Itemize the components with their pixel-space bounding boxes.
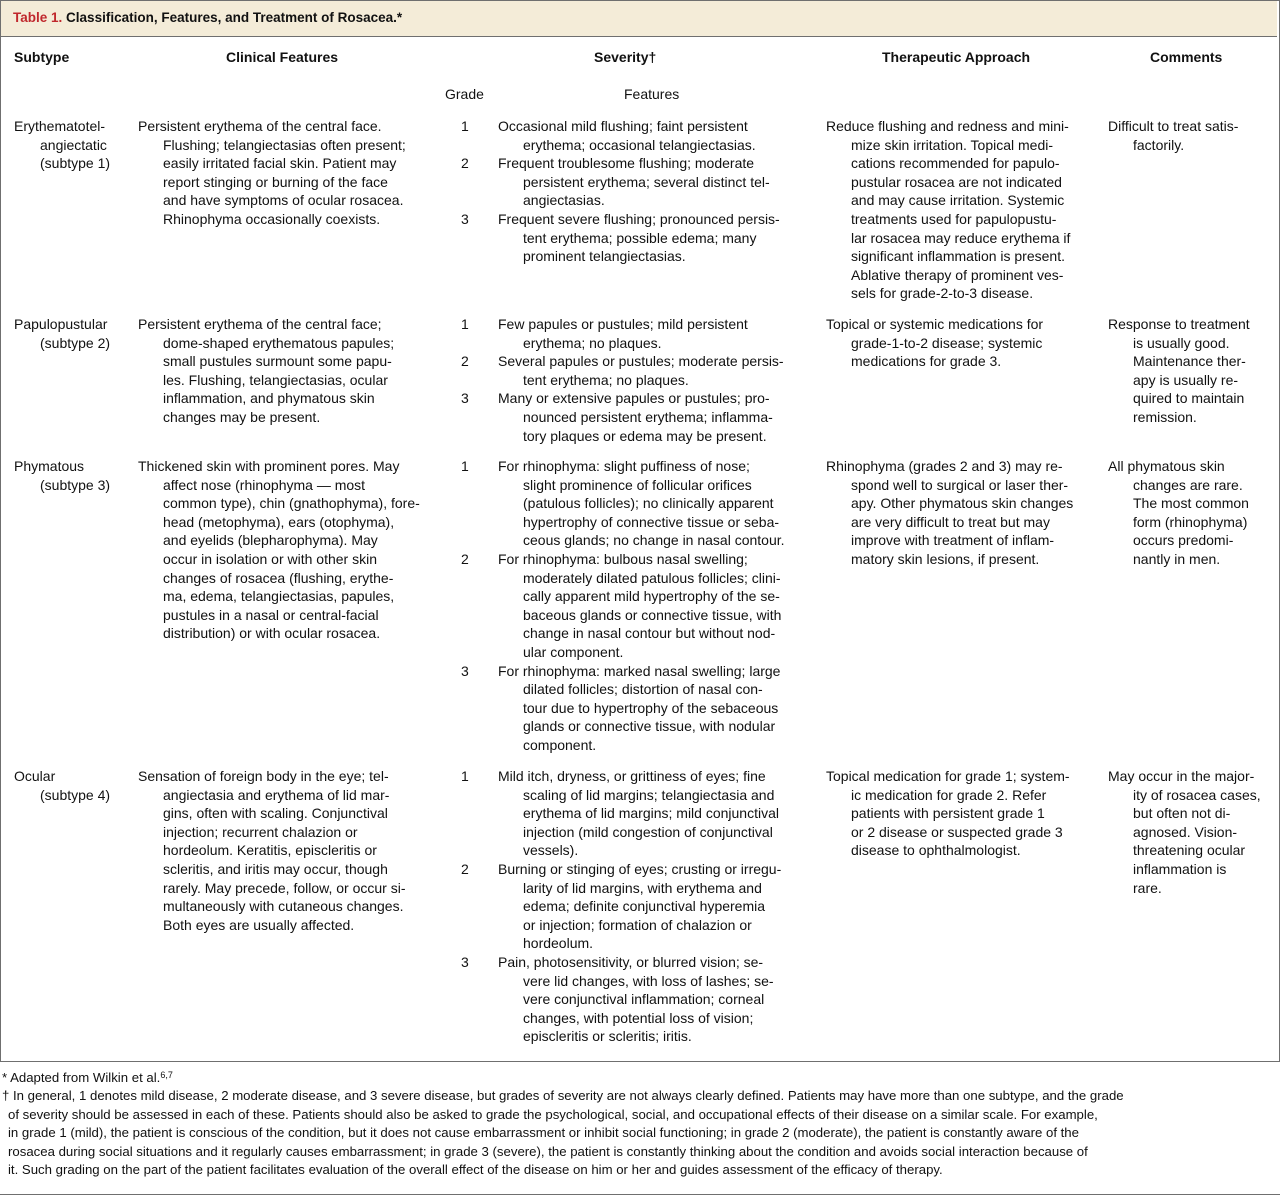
clinical-features-cell-line: scleritis, and iritis may occur, though (163, 860, 388, 877)
subtype-cell (14, 767, 134, 804)
subtype-cell (14, 315, 134, 352)
therapeutic-approach-cell-line: cations recommended for papulo- (851, 155, 1060, 172)
clinical-features-cell-line: small pustules surmount some papu- (163, 353, 392, 370)
grade-features-cell-line: erythema; no plaques. (523, 334, 662, 351)
comments-cell-line: factorily. (1133, 136, 1185, 153)
comments-cell-line: but often not di- (1133, 805, 1231, 822)
comments-cell (1108, 457, 1274, 569)
header-subtype: Subtype (14, 49, 70, 65)
comments-cell-line: apy is usually re- (1133, 371, 1239, 388)
comments-cell (1108, 117, 1274, 154)
therapeutic-approach-cell-line: Rhinophyma (grades 2 and 3) may re- (826, 458, 1063, 474)
grade-features-cell-line: Burning or stinging of eyes; crusting or irregu- (498, 861, 782, 877)
subtype-cell-line: (subtype 4) (40, 786, 111, 803)
therapeutic-approach-cell-line: ic medication for grade 2. Refer (851, 786, 1047, 803)
grade-features-cell-line: change in nasal contour but without nod- (523, 625, 776, 642)
grade-features-cell-line: Occasional mild flushing; faint persistent (498, 118, 748, 134)
header-comments: Comments (1150, 49, 1223, 65)
table-title (13, 10, 402, 25)
therapeutic-approach-cell (826, 315, 1096, 371)
therapeutic-approach-cell-line: apy. Other phymatous skin changes (851, 495, 1074, 512)
comments-cell-line: May occur in the major- (1108, 768, 1255, 784)
therapeutic-approach-cell (826, 767, 1096, 860)
grade-features-cell-line: cally apparent mild hypertrophy of the se- (523, 588, 780, 605)
grade-features-cell-line: For rhinophyma: bulbous nasal swelling; (498, 551, 748, 567)
clinical-features-cell-line: report stinging or burning of the face (163, 173, 388, 190)
footnote-dagger-line: † In general, 1 denotes mild disease, 2 moderate disease, and 3 severe disease, but grades of severity are not always clearly defined. Patients may have more than one subtype, and the grade (2, 1088, 1124, 1103)
grade-features-cell-line: erythema; occasional telangiectasias. (523, 136, 756, 153)
clinical-features-cell-line: hordeolum. Keratitis, episcleritis or (163, 842, 377, 859)
comments-cell-line: Response to treatment (1108, 316, 1250, 332)
comments-cell-line: nantly in men. (1133, 550, 1221, 567)
clinical-features-cell-line: Both eyes are usually affected. (163, 916, 355, 933)
clinical-features-cell-line: changes of rosacea (flushing, erythe- (163, 569, 394, 586)
therapeutic-approach-cell-line: patients with persistent grade 1 (851, 805, 1045, 822)
grade-features-cell (498, 767, 818, 860)
comments-cell-line: Difficult to treat satis- (1108, 118, 1239, 134)
comments-cell-line: threatening ocular (1133, 842, 1246, 859)
grade-features-cell-line: (patulous follicles); no clinically apparent (523, 495, 774, 512)
clinical-features-cell-line: distribution) or with ocular rosacea. (163, 625, 381, 642)
clinical-features-cell-line: and eyelids (blepharophyma). May (163, 532, 378, 549)
grade-features-cell (498, 389, 818, 445)
comments-cell-line: changes are rare. (1133, 476, 1243, 493)
grade-features-cell (498, 550, 818, 662)
subtype-cell (14, 117, 134, 173)
grade-features-cell (498, 154, 818, 210)
grade-features-cell-line: tent erythema; possible edema; many (523, 229, 757, 246)
clinical-features-cell-line: head (metophyma), ears (otophyma), (163, 513, 395, 530)
grade-features-cell-line: baceous glands or connective tissue, with (523, 606, 782, 623)
grade-features-cell-line: larity of lid margins, with erythema and (523, 879, 762, 896)
footnote-dagger-line: it. Such grading on the part of the patient facilitates evaluation of the overall effect of the disease on him or her and guides assessment of the efficacy of therapy. (8, 1162, 943, 1178)
therapeutic-approach-cell-line: or 2 disease or suspected grade 3 (851, 823, 1063, 840)
subtype-cell (14, 457, 134, 494)
grade-features-cell-line: slight prominence of follicular orifices (523, 476, 752, 493)
grade-features-cell-line: component. (523, 736, 597, 753)
subtype-cell-line: Erythematotel- (14, 118, 106, 134)
clinical-features-cell-line: changes may be present. (163, 408, 321, 425)
clinical-features-cell-line: pustules in a nasal or central-facial (163, 606, 379, 623)
therapeutic-approach-cell-line: disease to ophthalmologist. (851, 842, 1021, 859)
grade-number: 1 (461, 458, 469, 474)
grade-features-cell-line: nounced persistent erythema; inflamma- (523, 408, 773, 425)
grade-features-cell-line: moderately dilated patulous follicles; clini- (523, 569, 781, 586)
grade-features-cell-line: tour due to hypertrophy of the sebaceous (523, 699, 779, 716)
grade-features-cell-line: Frequent severe flushing; pronounced persis- (498, 211, 780, 227)
clinical-features-cell-line: les. Flushing, telangiectasias, ocular (163, 371, 388, 388)
grade-features-cell-line: ular component. (523, 643, 624, 660)
therapeutic-approach-cell-line: matory skin lesions, if present. (851, 550, 1040, 567)
subtype-cell-line: (subtype 1) (40, 155, 111, 172)
grade-number: 2 (461, 551, 469, 567)
clinical-features-cell-line: inflammation, and phymatous skin (163, 390, 375, 407)
footnote-star-ref: 6,7 (160, 1070, 173, 1080)
grade-features-cell (498, 457, 818, 550)
comments-cell-line: form (rhinophyma) (1133, 513, 1248, 530)
therapeutic-approach-cell (826, 117, 1096, 303)
clinical-features-cell (138, 117, 438, 229)
comments-cell-line: inflammation is (1133, 860, 1227, 877)
grade-number: 2 (461, 353, 469, 370)
grade-number: 3 (461, 954, 469, 970)
therapeutic-approach-cell-line: Ablative therapy of prominent ves- (851, 266, 1064, 283)
footnote-star (2, 1069, 173, 1088)
footnote-dagger-line: rosacea during social situations and it regularly causes embarrassment; in grade 3 (severe), the patient is constantly thinking about the condition and avoids social interaction because of (8, 1143, 1088, 1159)
grade-features-cell-line: persistent erythema; several distinct tel- (523, 173, 770, 190)
comments-cell-line: quired to maintain (1133, 390, 1245, 407)
grade-number: 1 (461, 118, 469, 134)
therapeutic-approach-cell-line: are very difficult to treat but may (851, 513, 1050, 530)
clinical-features-cell-line: and have symptoms of ocular rosacea. (163, 192, 404, 209)
grade-number: 2 (461, 861, 469, 877)
grade-features-cell (498, 953, 818, 1046)
therapeutic-approach-cell-line: grade-1-to-2 disease; systemic (851, 334, 1043, 351)
grade-features-cell-line: ceous glands; no change in nasal contour. (523, 532, 785, 549)
grade-features-cell-line: Several papules or pustules; moderate persis- (498, 353, 784, 370)
subtype-cell-line: Ocular (14, 768, 56, 784)
grade-features-cell-line: changes, with potential loss of vision; (523, 1009, 754, 1026)
grade-features-cell-line: episcleritis or scleritis; iritis. (523, 1028, 692, 1045)
grade-features-cell-line: prominent telangiectasias. (523, 248, 686, 265)
clinical-features-cell-line: common type), chin (gnathophyma), fore- (163, 495, 420, 512)
table-label: Table 1. (13, 10, 63, 25)
header-clinical-features: Clinical Features (226, 49, 339, 65)
clinical-features-cell-line: Flushing; telangiectasias often present; (163, 136, 406, 153)
comments-cell-line: ity of rosacea cases, (1133, 786, 1261, 803)
therapeutic-approach-cell-line: Reduce flushing and redness and mini- (826, 118, 1069, 134)
grade-features-cell (498, 210, 818, 266)
clinical-features-cell-line: angiectasia and erythema of lid mar- (163, 786, 390, 803)
comments-cell-line: The most common (1133, 495, 1249, 512)
subtype-cell-line: (subtype 3) (40, 476, 111, 493)
grade-features-cell (498, 662, 818, 755)
therapeutic-approach-cell-line: lar rosacea may reduce erythema if (851, 229, 1071, 246)
grade-features-cell-line: injection (mild congestion of conjunctival (523, 823, 773, 840)
clinical-features-cell-line: Persistent erythema of the central face; (138, 316, 382, 332)
comments-cell (1108, 315, 1274, 427)
therapeutic-approach-cell-line: spond well to surgical or laser ther- (851, 476, 1069, 493)
clinical-features-cell-line: gins, often with scaling. Conjunctival (163, 805, 388, 822)
grade-features-cell-line: vere conjunctival inflammation; corneal (523, 991, 765, 1008)
grade-features-cell-line: For rhinophyma: slight puffiness of nose; (498, 458, 750, 474)
comments-cell-line: remission. (1133, 408, 1197, 425)
grade-features-cell-line: For rhinophyma: marked nasal swelling; large (498, 662, 781, 679)
comments-cell-line: rare. (1133, 879, 1162, 896)
clinical-features-cell-line: rarely. May precede, follow, or occur si- (163, 879, 406, 896)
grade-features-cell-line: tent erythema; no plaques. (523, 371, 689, 388)
comments-cell-line: All phymatous skin (1108, 458, 1225, 474)
grade-features-cell-line: angiectasias. (523, 192, 605, 209)
grade-features-cell-line: Pain, photosensitivity, or blurred vision; se- (498, 954, 764, 970)
subtype-cell-line: (subtype 2) (40, 334, 111, 351)
grade-features-cell-line: Mild itch, dryness, or grittiness of eyes; fine (498, 768, 766, 784)
therapeutic-approach-cell (826, 457, 1096, 569)
therapeutic-approach-cell-line: medications for grade 3. (851, 353, 1002, 370)
clinical-features-cell-line: injection; recurrent chalazion or (163, 823, 358, 840)
clinical-features-cell-line: Sensation of foreign body in the eye; tel- (138, 768, 389, 784)
grade-features-cell-line: tory plaques or edema may be present. (523, 427, 767, 444)
grade-features-cell-line: hordeolum. (523, 935, 594, 952)
grade-features-cell-line: vere lid changes, with loss of lashes; se- (523, 972, 774, 989)
grade-number: 3 (461, 211, 469, 227)
subheader-features: Features (624, 86, 680, 102)
grade-features-cell (498, 315, 818, 352)
clinical-features-cell-line: easily irritated facial skin. Patient may (163, 155, 397, 172)
comments-cell-line: Maintenance ther- (1133, 353, 1246, 370)
therapeutic-approach-cell-line: Topical medication for grade 1; system- (826, 768, 1070, 784)
grade-features-cell-line: Many or extensive papules or pustules; pro- (498, 390, 770, 407)
clinical-features-cell-line: Thickened skin with prominent pores. May (138, 458, 400, 474)
comments-cell-line: occurs predomi- (1133, 532, 1234, 549)
grade-number: 1 (461, 316, 469, 332)
grade-features-cell-line: Few papules or pustules; mild persistent (498, 316, 748, 332)
therapeutic-approach-cell-line: pustular rosacea are not indicated (851, 173, 1062, 190)
grade-features-cell (498, 860, 818, 953)
therapeutic-approach-cell-line: improve with treatment of inflam- (851, 532, 1055, 549)
footnote-dagger-line: of severity should be assessed in each of these. Patients should also be asked to grade the psychological, social, and occupational effects of their disease on a similar scale. For example, (8, 1106, 1098, 1122)
comments-cell (1108, 767, 1274, 897)
therapeutic-approach-cell-line: and may cause irritation. Systemic (851, 192, 1065, 209)
clinical-features-cell-line: ma, edema, telangiectasias, papules, (163, 588, 395, 605)
header-severity: Severity† (594, 49, 657, 65)
comments-cell-line: is usually good. (1133, 334, 1230, 351)
clinical-features-cell-line: multaneously with cutaneous changes. (163, 898, 404, 915)
therapeutic-approach-cell-line: Topical or systemic medications for (826, 316, 1044, 332)
grade-features-cell-line: vessels). (523, 842, 579, 859)
therapeutic-approach-cell-line: sels for grade-2-to-3 disease. (851, 285, 1034, 302)
subtype-cell-line: Phymatous (14, 458, 85, 474)
grade-features-cell-line: or injection; formation of chalazion or (523, 916, 752, 933)
clinical-features-cell-line: Rhinophyma occasionally coexists. (163, 210, 381, 227)
grade-features-cell-line: Frequent troublesome flushing; moderate (498, 155, 755, 172)
therapeutic-approach-cell-line: mize skin irritation. Topical medi- (851, 136, 1054, 153)
grade-features-cell (498, 352, 818, 389)
table-caption: Classification, Features, and Treatment of Rosacea.* (66, 10, 403, 25)
therapeutic-approach-cell-line: treatments used for papulopustu- (851, 210, 1057, 227)
clinical-features-cell-line: affect nose (rhinophyma — most (163, 476, 366, 493)
table-title-bar (1, 1, 1277, 37)
clinical-features-cell (138, 457, 438, 643)
footnote-dagger-line: in grade 1 (mild), the patient is conscious of the condition, but it does not cause embarrassment or inhibit social functioning; in grade 2 (moderate), the patient is constantly aware of the (8, 1125, 1079, 1141)
clinical-features-cell-line: Persistent erythema of the central face. (138, 118, 382, 134)
grade-features-cell-line: edema; definite conjunctival hyperemia (523, 898, 766, 915)
bottom-rule (0, 1194, 1280, 1195)
clinical-features-cell-line: occur in isolation or with other skin (163, 550, 377, 567)
grade-number: 3 (461, 662, 469, 679)
grade-features-cell-line: dilated follicles; distortion of nasal con- (523, 681, 763, 698)
subtype-cell-line: Papulopustular (14, 316, 108, 332)
grade-features-cell-line: erythema of lid margins; mild conjunctival (523, 805, 779, 822)
clinical-features-cell (138, 315, 438, 427)
grade-number: 3 (461, 390, 469, 407)
grade-features-cell-line: scaling of lid margins; telangiectasia and (523, 786, 775, 803)
subheader-grade: Grade (445, 86, 484, 102)
grade-features-cell (498, 117, 818, 154)
grade-features-cell-line: glands or connective tissue, with nodular (523, 718, 776, 735)
grade-number: 2 (461, 155, 469, 172)
clinical-features-cell (138, 767, 438, 934)
therapeutic-approach-cell-line: significant inflammation is present. (851, 248, 1065, 265)
subtype-cell-line: angiectatic (40, 136, 107, 153)
clinical-features-cell-line: dome-shaped erythematous papules; (163, 334, 395, 351)
grade-features-cell-line: hypertrophy of connective tissue or seba- (523, 513, 780, 530)
footnote-star-text: * Adapted from Wilkin et al. (2, 1070, 161, 1085)
header-therapeutic-approach: Therapeutic Approach (882, 49, 1031, 65)
grade-number: 1 (461, 768, 469, 784)
comments-cell-line: agnosed. Vision- (1133, 823, 1238, 840)
